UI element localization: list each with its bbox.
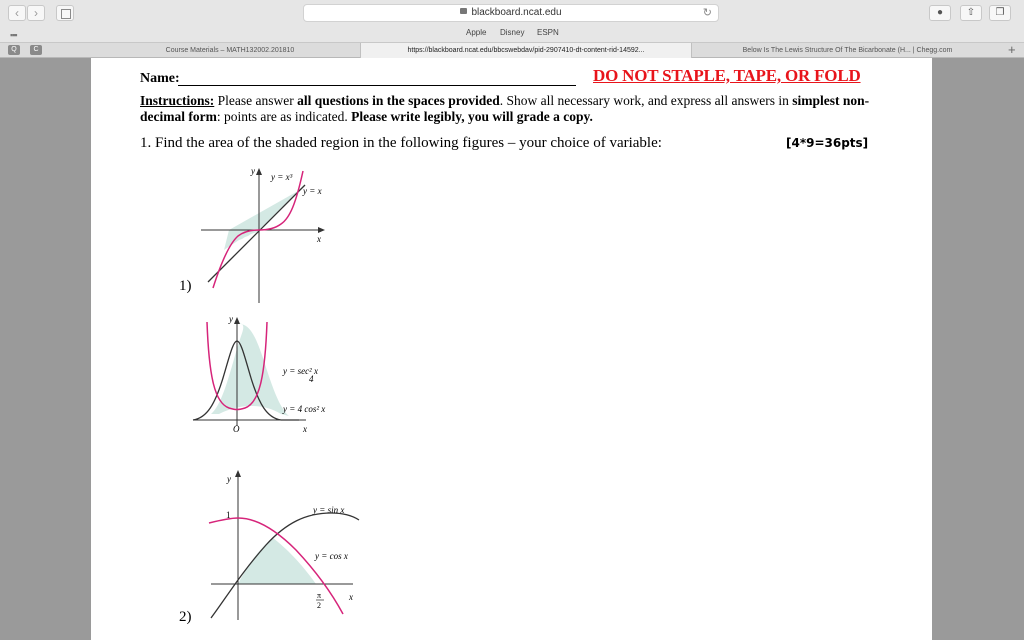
label-sec-squared: y = sec² x <box>283 366 319 376</box>
grid-icon[interactable]: ▪▪▪ <box>10 30 17 40</box>
favorite-apple[interactable]: Apple <box>466 28 487 37</box>
chevron-left-icon: ‹ <box>15 6 19 20</box>
points-label: [4*9=36pts] <box>786 136 869 150</box>
figure-1 <box>201 166 327 303</box>
figure-2 <box>193 314 325 434</box>
shaded-region-1a <box>229 191 298 230</box>
tab-pdf[interactable]: https://blackboard.ncat.edu/bbcswebdav/pid-2907410-dt-content-rid-14592... <box>360 43 692 58</box>
tab-bar <box>0 42 1024 58</box>
tab-course-materials[interactable]: Course Materials – MATH132002.201810 <box>165 47 295 54</box>
staple-warning: DO NOT STAPLE, TAPE, OR FOLD <box>593 66 861 85</box>
fig3-x-tick-2: 2 <box>317 601 321 610</box>
instructions-text-3: : points are as indicated. <box>216 109 352 124</box>
label-sin-x: y = sin x <box>313 505 345 515</box>
question-number: 1. <box>140 135 152 151</box>
url-text: blackboard.ncat.edu <box>471 7 562 18</box>
fig1-y-axis-label: y <box>251 166 255 176</box>
address-bar-content <box>304 7 718 18</box>
favorite-espn[interactable]: ESPN <box>537 28 559 37</box>
label-y-x-cubed: y = x³ <box>271 172 293 182</box>
fig2-origin-label: O <box>233 424 240 434</box>
forward-button[interactable] <box>27 5 45 21</box>
lock-icon <box>460 8 467 14</box>
browser-toolbar <box>0 0 1024 26</box>
tabs-icon: ❐ <box>995 7 1005 18</box>
fig3-x-axis-label: x <box>349 592 353 602</box>
instructions-bold-1: all questions in the spaces provided <box>297 93 500 108</box>
sidebar-icon <box>61 9 71 19</box>
instructions-text-2: . Show all necessary work, and express all answers in <box>499 93 793 108</box>
shaded-region-3 <box>238 538 316 584</box>
extension-c-icon[interactable]: C <box>30 45 42 55</box>
favorite-disney[interactable]: Disney <box>500 28 525 37</box>
figure-3 <box>209 470 359 620</box>
sidebar-toggle-button[interactable] <box>56 5 74 21</box>
question-text: Find the area of the shaded region in the following figures – your choice of variable: <box>155 135 662 151</box>
fig3-y-tick-1: 1 <box>226 510 231 520</box>
share-icon: ⇧ <box>966 7 976 18</box>
label-sec-denominator: 4 <box>309 374 314 384</box>
new-tab-button[interactable]: + <box>1008 42 1016 57</box>
fig3-y-axis-label: y <box>227 474 231 484</box>
document-page <box>91 58 932 640</box>
download-icon: ● <box>936 7 944 18</box>
fig2-x-axis-label: x <box>303 424 307 434</box>
instructions-bold-2: simplest non-decimal form <box>140 93 870 124</box>
curve-y-equals-x <box>208 185 305 282</box>
downloads-button[interactable] <box>929 5 951 21</box>
tabs-overview-button[interactable] <box>989 5 1011 21</box>
fig3-x-tick-pi: π <box>317 591 322 600</box>
label-4-cos-squared: y = 4 cos² x <box>283 404 326 414</box>
label-y-x: y = x <box>303 186 322 196</box>
tab-chegg[interactable]: Below Is The Lewis Structure Of The Bicarbonate (H... | Chegg.com <box>742 47 953 54</box>
share-button[interactable] <box>960 5 982 21</box>
instructions-label: Instructions: <box>140 93 215 108</box>
instructions-bold-3: Please write legibly, you will grade a copy. <box>351 109 593 124</box>
shaded-region-2 <box>211 323 289 416</box>
address-bar[interactable] <box>303 4 719 22</box>
chevron-right-icon: › <box>34 6 38 20</box>
extension-q-icon[interactable]: Q <box>8 45 20 55</box>
figures-svg <box>91 58 932 640</box>
reload-icon[interactable]: ↻ <box>702 7 712 19</box>
label-cos-x: y = cos x <box>315 551 348 561</box>
figure-2-label: 2) <box>179 609 192 625</box>
figure-1-label: 1) <box>179 278 192 294</box>
fig2-y-axis-label: y <box>229 314 233 324</box>
name-label: Name: <box>140 71 180 86</box>
back-button[interactable] <box>8 5 26 21</box>
fig1-x-axis-label: x <box>317 234 321 244</box>
instructions-text-1: Please answer <box>214 93 298 108</box>
